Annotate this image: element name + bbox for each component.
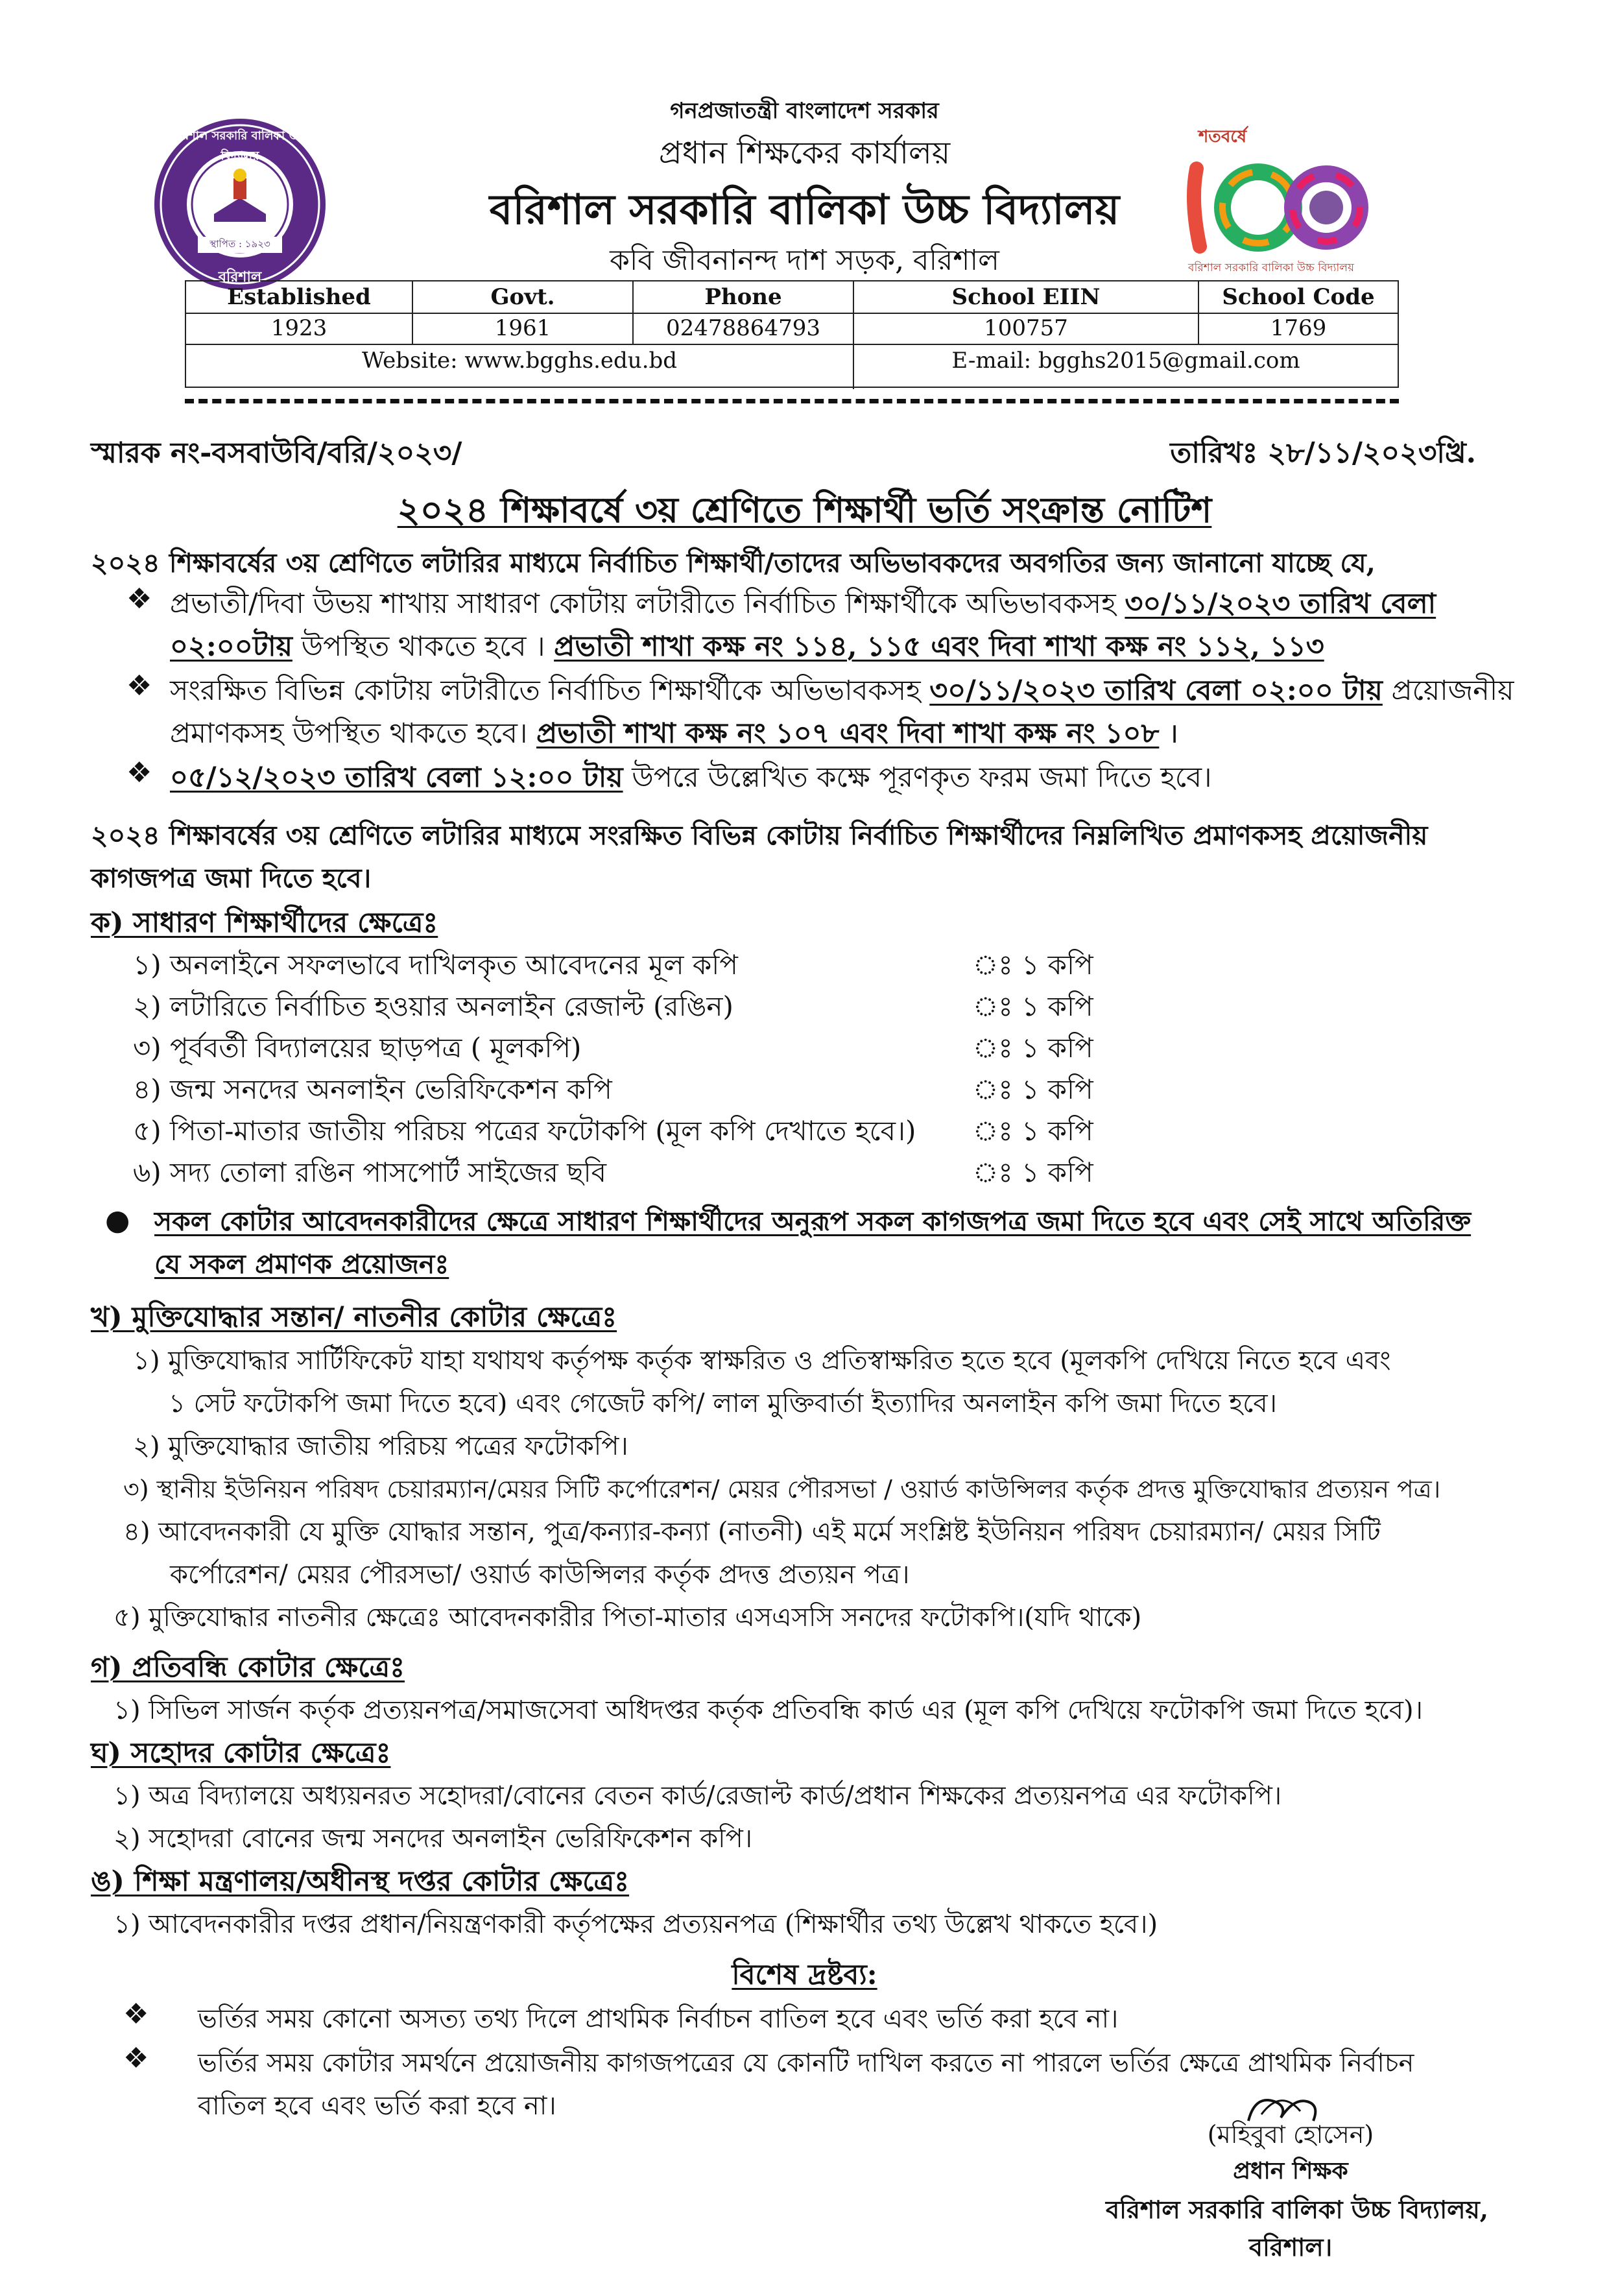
website-link[interactable]: Website: www.bgghs.edu.bd — [186, 344, 854, 389]
kha-item-5: ৫) মুক্তিযোদ্ধার নাতনীর ক্ষেত্রেঃ আবেদনকারীর পিতা-মাতার এসএসসি সনদের ফটোকপি।(যদি থাকে) — [113, 1603, 1142, 1632]
gha-item-1: ১) অত্র বিদ্যালয়ে অধ্যয়নরত সহোদরা/বোনের বেতন কার্ড/রেজাল্ট কার্ড/প্রধান শিক্ষকের প্রত্যয়নপত্র এর ফটোকপি। — [113, 1781, 1282, 1811]
bullet-diamond-icon: ❖ — [126, 582, 152, 616]
school-address: কবি জীবনানন্দ দাশ সড়ক, বরিশাল — [610, 244, 999, 277]
memo-number: স্মারক নং-বসবাউবি/বরি/২০২৩/ — [91, 436, 462, 470]
kha-item-4-line-1: ৪) আবেদনকারী যে মুক্তি যোদ্ধার সন্তান, পুত্র/কন্যার-কন্যা (নাতনী) এই মর্মে সংশ্লিষ্ট ইউনিয়ন পরিষদ চেয়ারম্যান/ মেয়র সিটি — [123, 1517, 1381, 1547]
intro-text: ২০২৪ শিক্ষাবর্ষের ৩য় শ্রেণিতে লটারির মাধ্যমে নির্বাচিত শিক্ষার্থী/তাদের অভিভাবকদের অবগতির জন্য জানানো যাচ্ছে যে, — [91, 547, 1376, 579]
header-school-code: School Code — [1222, 284, 1375, 310]
bullet-2-line-2: প্রমাণকসহ উপস্থিত থাকতে হবে। প্রভাতী শাখা কক্ষ নং ১০৭ এবং দিবা শাখা কক্ষ নং ১০৮ । — [170, 717, 1179, 750]
section-kha-heading: খ) মুক্তিযোদ্ধার সন্তান/ নাতনীর কোটার ক্ষেত্রেঃ — [91, 1301, 617, 1333]
section-uma-heading: ঙ) শিক্ষা মন্ত্রণালয়/অধীনস্থ দপ্তর কোটার ক্ষেত্রেঃ — [91, 1865, 630, 1898]
school-info-table — [185, 280, 1399, 388]
bullet-diamond-icon: ❖ — [126, 756, 152, 789]
signatory-designation: প্রধান শিক্ষক — [1233, 2157, 1348, 2184]
section-ka-heading: ক) সাধারণ শিক্ষার্থীদের ক্ষেত্রেঃ — [91, 907, 438, 939]
notice-date: তারিখঃ ২৮/১১/২০২৩খ্রি. — [1170, 436, 1476, 470]
kha-item-3: ৩) স্থানীয় ইউনিয়ন পরিষদ চেয়ারম্যান/মেয়র সিটি কর্পোরেশন/ মেয়র পৌরসভা / ওয়ার্ড কাউন্সিলর কর্তৃক প্রদত্ত মুক্তিযোদ্ধার প্রত্যয়ন পত্র। — [123, 1475, 1441, 1503]
list-item: ৩) পূর্ববর্তী বিদ্যালয়ের ছাড়পত্র ( মূলকপি) — [133, 1032, 582, 1064]
kha-item-4-line-2: কর্পোরেশন/ মেয়র পৌরসভা/ ওয়ার্ড কাউন্সিলর কর্তৃক প্রদত্ত প্রত্যয়ন পত্র। — [170, 1560, 910, 1590]
copy-count: ঃ ১ কপি — [973, 1032, 1093, 1064]
seal-school-text: বরিশাল সরকারি বালিকা উচ্চ বিদ্যালয় — [173, 129, 307, 163]
header-govt: Govt. — [413, 281, 634, 313]
kha-item-2: ২) মুক্তিযোদ্ধার জাতীয় পরিচয় পত্রের ফটোকপি। — [133, 1431, 628, 1461]
special-note-2-line-2: বাতিল হবে এবং ভর্তি করা হবে না। — [198, 2091, 556, 2121]
header-phone: Phone — [634, 281, 854, 313]
value-established: 1923 — [186, 313, 413, 344]
bullet-2-line-1: সংরক্ষিত বিভিন্ন কোটায় লটারীতে নির্বাচিত শিক্ষার্থীকে অভিভাবকসহ ৩০/১১/২০২৩ তারিখ বেলা ০২:০০ টায় প্রয়োজনীয় — [170, 675, 1514, 707]
value-school-code: 1769 — [1270, 315, 1327, 341]
kha-item-1-line-1: ১) মুক্তিযোদ্ধার সার্টিফিকেট যাহা যথাযথ কর্তৃপক্ষ কর্তৃক স্বাক্ষরিত ও প্রতিস্বাক্ষরিত হতে হবে (মূলকপি দেখিয়ে নিতে হবে এবং — [133, 1346, 1391, 1376]
bullet-1-line-1: প্রভাতী/দিবা উভয় শাখায় সাধারণ কোটায় লটারীতে নির্বাচিত শিক্ষার্থীকে অভিভাবকসহ ৩০/১১/২০২৩ তারিখ বেলা — [170, 588, 1436, 620]
school-name: বরিশাল সরকারি বালিকা উচ্চ বিদ্যালয় — [489, 185, 1120, 234]
header-divider — [185, 399, 1399, 403]
signatory-city: বরিশাল। — [1248, 2232, 1333, 2262]
ga-item-1: ১) সিভিল সার্জন কর্তৃক প্রত্যয়নপত্র/সমাজসেবা অধিদপ্তর কর্তৃক প্রতিবন্ধি কার্ড এর (মূল কপি দেখিয়ে ফটোকপি জমা দিতে হবে)। — [113, 1695, 1423, 1725]
list-item: ৬) সদ্য তোলা রঙিন পাসপোর্ট সাইজের ছবি — [133, 1156, 607, 1188]
seal-year: স্থাপিত : ১৯২৩ — [198, 237, 282, 253]
copy-count: ঃ ১ কপি — [973, 990, 1093, 1022]
gha-item-2: ২) সহোদরা বোনের জন্ম সনদের অনলাইন ভেরিফিকেশন কপি। — [113, 1824, 753, 1854]
value-phone: 02478864793 — [634, 313, 854, 344]
section-ga-heading: গ) প্রতিবন্ধি কোটার ক্ষেত্রেঃ — [91, 1651, 405, 1684]
kha-item-1-line-2: ১ সেট ফটোকপি জমা দিতে হবে) এবং গেজেট কপি/ লাল মুক্তিবার্তা ইত্যাদির অনলাইন কপি জমা দিতে হবে। — [169, 1389, 1277, 1418]
copy-count: ঃ ১ কপি — [973, 1115, 1093, 1147]
list-item: ১) অনলাইনে সফলভাবে দাখিলকৃত আবেদনের মূল কপি — [133, 949, 738, 981]
bullet-dot-icon: ● — [105, 1204, 130, 1237]
all-quota-note-line-1: সকল কোটার আবেদনকারীদের ক্ষেত্রে সাধারণ শিক্ষার্থীদের অনুরূপ সকল কাগজপত্র জমা দিতে হবে এবং সেই সাথে অতিরিক্ত — [154, 1206, 1472, 1237]
list-item: ২) লটারিতে নির্বাচিত হওয়ার অনলাইন রেজাল্ট (রঙিন) — [133, 990, 733, 1022]
docs-intro-line-1: ২০২৪ শিক্ষাবর্ষের ৩য় শ্রেণিতে লটারির মাধ্যমে সংরক্ষিত বিভিন্ন কোটায় নির্বাচিত শিক্ষার্থীদের নিম্নলিখিত প্রমাণকসহ প্রয়োজনীয় — [91, 820, 1428, 851]
email-link[interactable]: E-mail: bgghs2015@gmail.com — [951, 348, 1300, 374]
government-label: গনপ্রজাতন্ত্রী বাংলাদেশ সরকার — [670, 98, 939, 124]
section-gha-heading: ঘ) সহোদর কোটার ক্ষেত্রেঃ — [91, 1737, 391, 1769]
seal-bottom-text: বরিশাল — [218, 269, 262, 285]
bullet-diamond-icon: ❖ — [123, 1998, 149, 2031]
list-item: ৫) পিতা-মাতার জাতীয় পরিচয় পত্রের ফটোকপি (মূল কপি দেখাতে হবে।) — [133, 1115, 916, 1147]
info-table-header-row — [186, 281, 1398, 314]
value-govt: 1961 — [413, 313, 634, 344]
header-eiin: School EIIN — [854, 281, 1199, 313]
all-quota-note-line-2: যে সকল প্রমাণক প্রয়োজনঃ — [154, 1249, 449, 1280]
info-table-value-row — [186, 313, 1398, 345]
copy-count: ঃ ১ কপি — [973, 1073, 1093, 1105]
uma-item-1: ১) আবেদনকারীর দপ্তর প্রধান/নিয়ন্ত্রণকারী কর্তৃপক্ষের প্রত্যয়নপত্র (শিক্ষার্থীর তথ্য উল্লেখ থাকতে হবে।) — [113, 1909, 1158, 1939]
copy-count: ঃ ১ কপি — [973, 1156, 1093, 1188]
special-note-2-line-1: ভর্তির সময় কোটার সমর্থনে প্রয়োজনীয় কাগজপত্রের যে কোনটি দাখিল করতে না পারলে ভর্তির ক্ষেত্রে প্রাথমিক নির্বাচন — [198, 2048, 1414, 2078]
copy-count: ঃ ১ কপি — [973, 949, 1093, 981]
logo-caption: বরিশাল সরকারি বালিকা উচ্চ বিদ্যালয় — [1188, 261, 1354, 274]
signatory-school: বরিশাল সরকারি বালিকা উচ্চ বিদ্যালয়, — [1105, 2195, 1489, 2224]
bullet-1-line-2: ০২:০০টায় উপস্থিত থাকতে হবে । প্রভাতী শাখা কক্ষ নং ১১৪, ১১৫ এবং দিবা শাখা কক্ষ নং ১১২, ১১৩ — [170, 630, 1324, 663]
bullet-diamond-icon: ❖ — [126, 669, 152, 702]
special-note-1: ভর্তির সময় কোনো অসত্য তথ্য দিলে প্রাথমিক নির্বাচন বাতিল হবে এবং ভর্তি করা হবে না। — [198, 2004, 1119, 2034]
bullet-diamond-icon: ❖ — [123, 2042, 149, 2075]
bullet-3: ০৫/১২/২০২৩ তারিখ বেলা ১২:০০ টায় উপরে উল্লেখিত কক্ষে পূরণকৃত ফরম জমা দিতে হবে। — [170, 761, 1212, 794]
notice-title: ২০২৪ শিক্ষাবর্ষে ৩য় শ্রেণিতে শিক্ষার্থী ভর্তি সংক্রান্ত নোটিশ — [397, 489, 1212, 531]
docs-intro-line-2: কাগজপত্র জমা দিতে হবে। — [91, 863, 372, 894]
office-label: প্রধান শিক্ষকের কার্যালয় — [658, 135, 951, 171]
list-item: ৪) জন্ম সনদের অনলাইন ভেরিফিকেশন কপি — [133, 1073, 612, 1105]
info-table-contact-row — [186, 344, 1398, 389]
logo-top-text: শতবর্ষে — [1198, 127, 1247, 147]
header-established: Established — [186, 281, 413, 313]
signatory-name: (মহিবুবা হোসেন) — [1207, 2120, 1374, 2149]
value-eiin: 100757 — [854, 313, 1199, 344]
special-note-heading: বিশেষ দ্রষ্টব্য: — [732, 1959, 877, 1991]
